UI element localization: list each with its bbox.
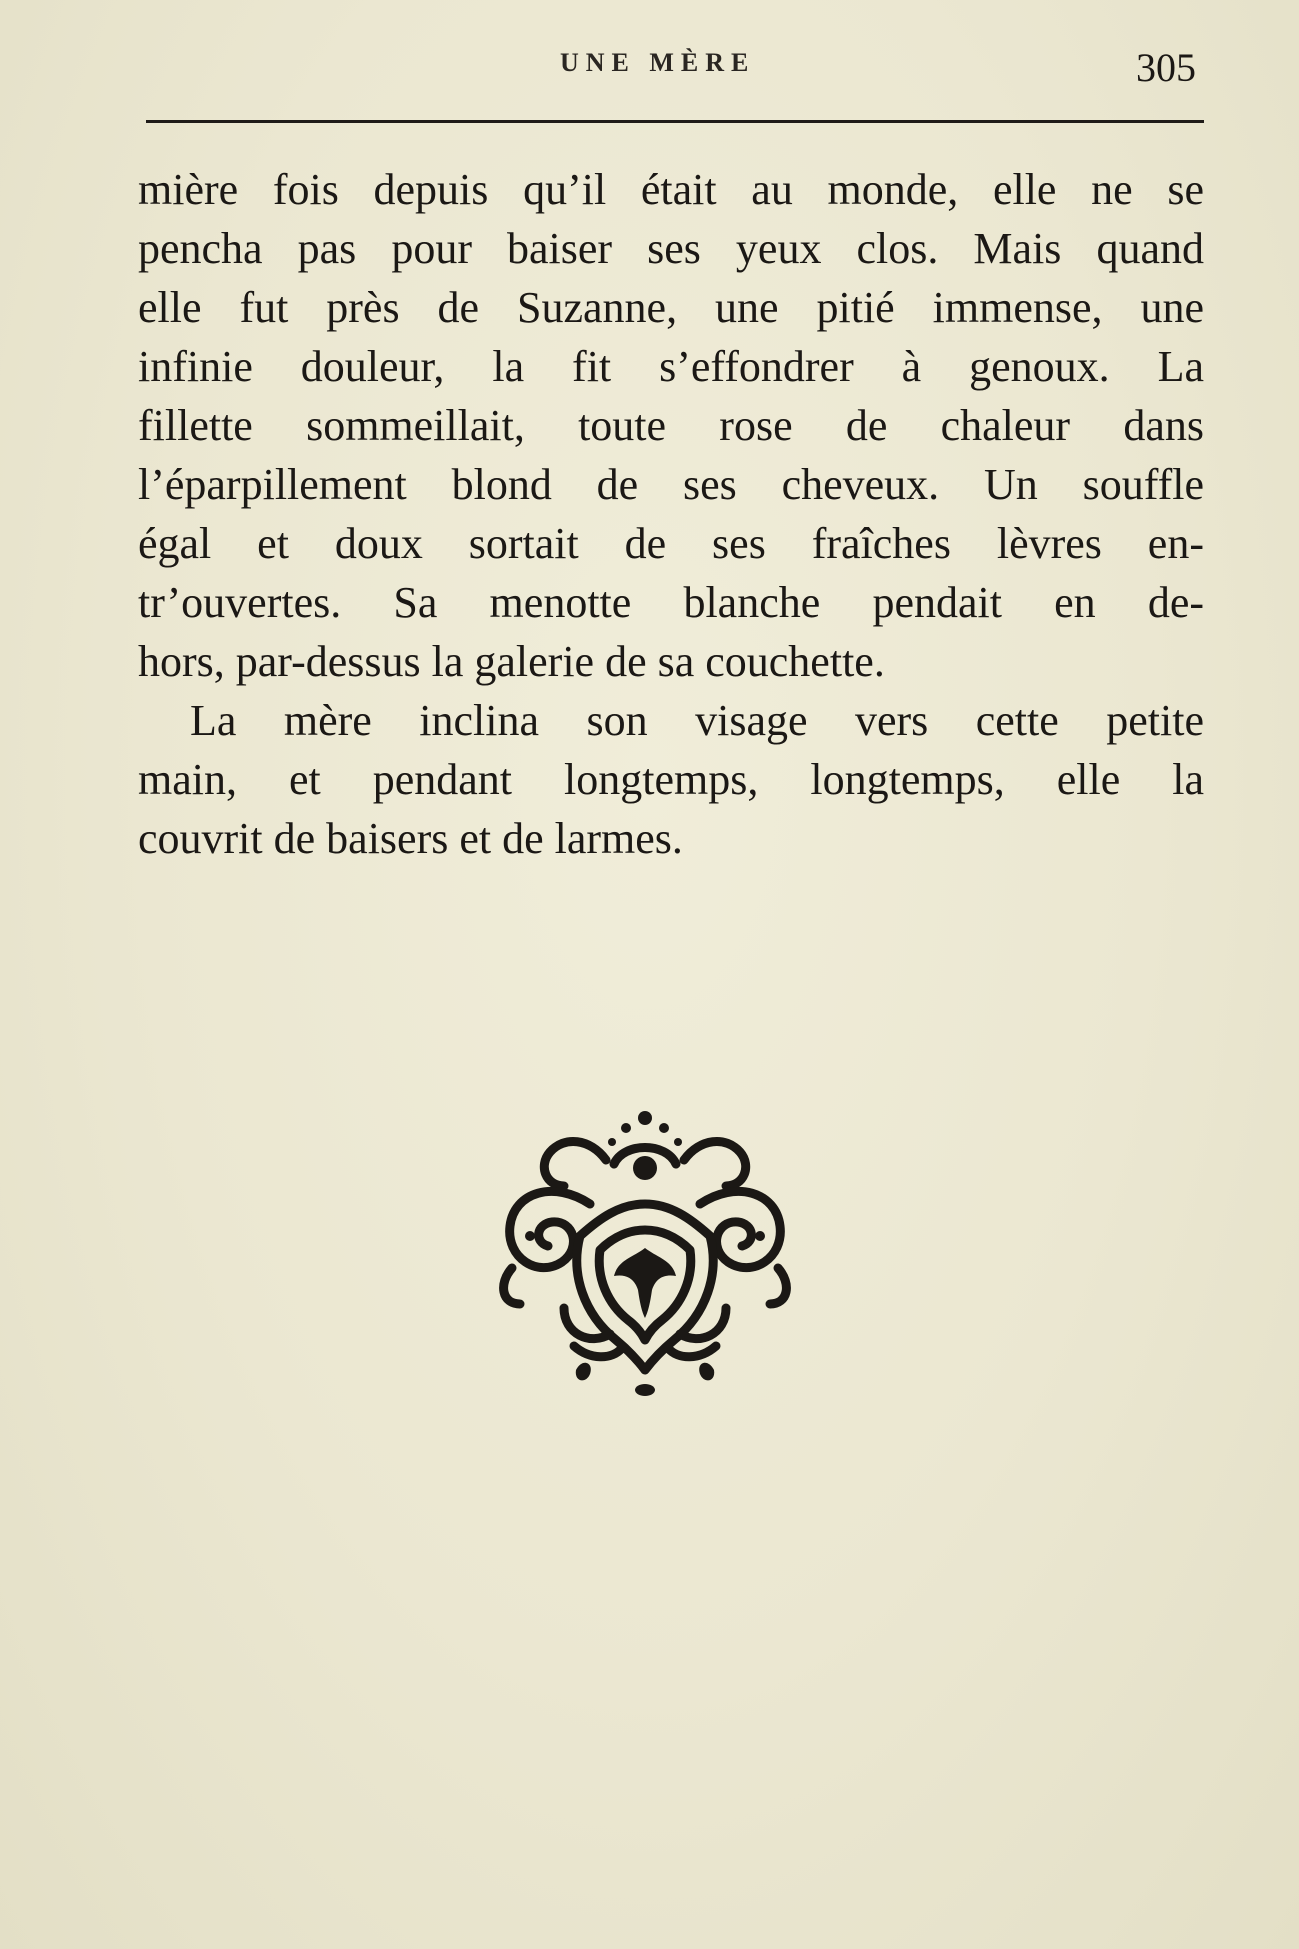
page-number: 305 [1136, 45, 1196, 90]
text-line: main, et pendant longtemps, longtemps, elle la [138, 755, 1204, 804]
text-line: couvrit de baisers et de larmes. [138, 814, 683, 863]
text-line: hors, par-dessus la galerie de sa couchette. [138, 637, 885, 686]
text-line: elle fut près de Suzanne, une pitié immense, une [138, 283, 1204, 332]
tailpiece-ornament-icon [494, 1108, 796, 1398]
text-line: tr’ouvertes. Sa menotte blanche pendait en de- [138, 578, 1204, 627]
paragraph-2 [138, 691, 1204, 868]
running-head [0, 44, 1299, 90]
running-title: UNE MÈRE [560, 48, 756, 77]
header-rule [146, 120, 1204, 123]
text-line: fillette sommeillait, toute rose de chaleur dans [138, 401, 1204, 450]
text-line: égal et doux sortait de ses fraîches lèvres en- [138, 519, 1204, 568]
text-line: l’éparpillement blond de ses cheveux. Un souffle [138, 460, 1204, 509]
text-line: mière fois depuis qu’il était au monde, elle ne se [138, 165, 1204, 214]
text-line: La mère inclina son visage vers cette petite [190, 696, 1204, 745]
text-line: infinie douleur, la fit s’effondrer à genoux. La [138, 342, 1204, 391]
body-text [138, 160, 1204, 868]
paragraph-1 [138, 160, 1204, 691]
text-line: pencha pas pour baiser ses yeux clos. Mais quand [138, 224, 1204, 273]
